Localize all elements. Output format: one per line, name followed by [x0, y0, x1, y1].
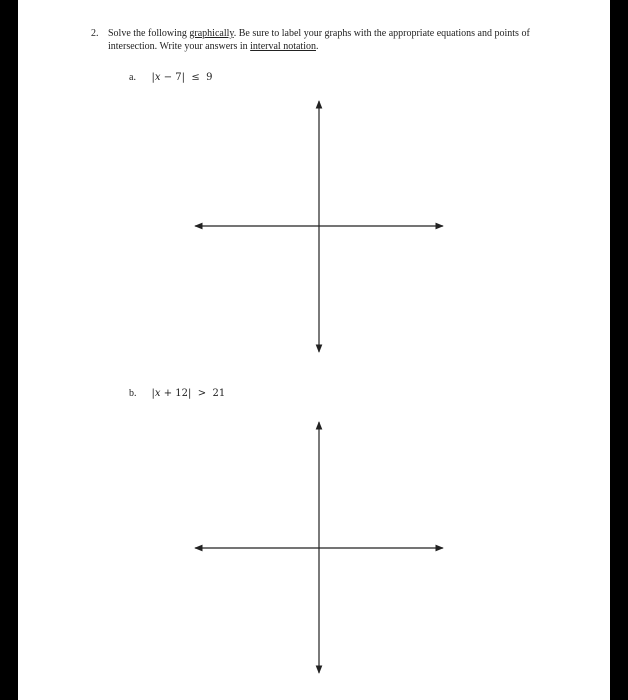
part-a-label: a. — [129, 72, 136, 83]
part-a-operator: ≤ — [191, 72, 200, 83]
underlined-graphically: graphically — [189, 28, 234, 39]
instruction-part: . Be sure to label your graphs with the appropriate equations and points of intersection. Write your answers in — [108, 28, 530, 52]
instruction-end: . — [315, 41, 319, 52]
graph-a-axes — [195, 101, 443, 352]
instruction-part: Solve the following — [108, 28, 190, 39]
part-b-lhs: |x + 12| — [151, 388, 192, 399]
problem-number: 2. — [91, 28, 99, 39]
graph-b-axes — [195, 422, 443, 673]
part-b-operator: > — [197, 388, 207, 399]
underlined-interval-notation: interval notation — [250, 41, 316, 52]
part-b-rhs: 21 — [212, 388, 226, 399]
graph-axes — [18, 0, 610, 700]
part-a-lhs: |x − 7| — [151, 72, 185, 83]
part-a-rhs: 9 — [206, 72, 213, 83]
worksheet-page — [18, 0, 610, 700]
part-b-label: b. — [129, 388, 137, 399]
